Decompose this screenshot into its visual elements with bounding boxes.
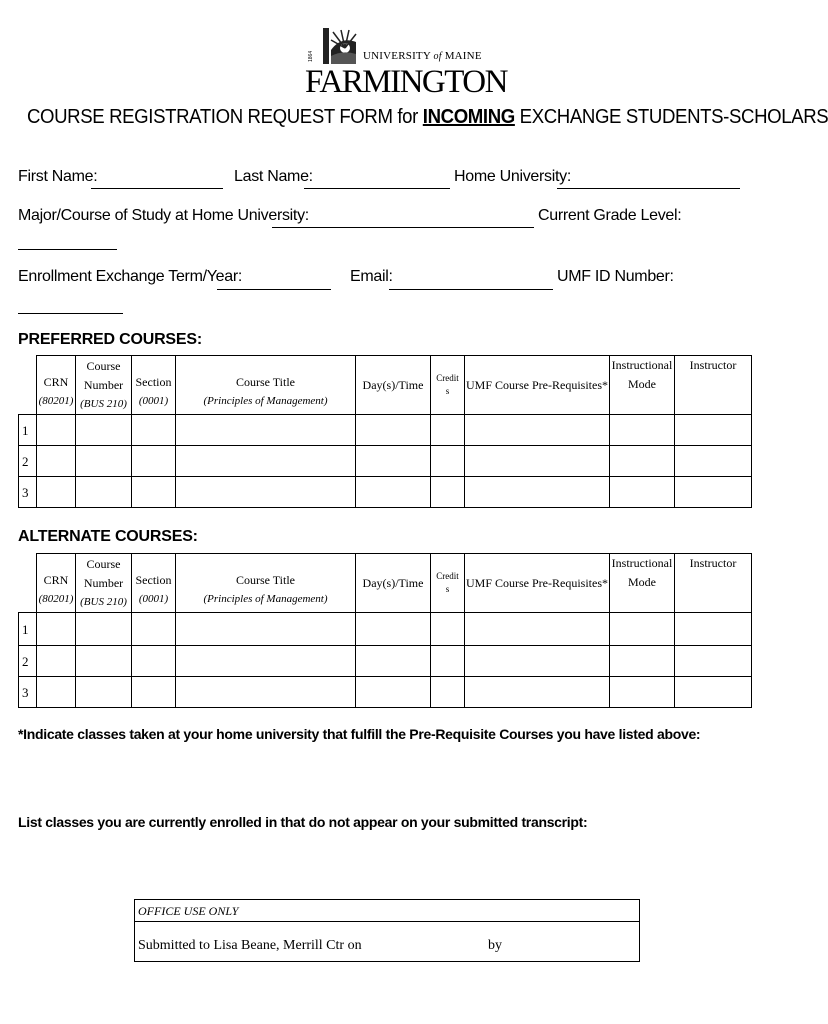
cell-title[interactable] [176,646,356,677]
cell-section[interactable] [132,613,176,646]
alternate-courses-table [18,553,752,708]
col-crn: CRN (80201) [37,554,76,613]
office-use-box [134,899,640,962]
cell-days[interactable] [356,677,431,708]
alternate-courses-heading: ALTERNATE COURSES: [18,528,198,545]
logo-campus: FARMINGTON [305,64,507,100]
col-prereq: UMF Course Pre-Requisites* [465,554,610,613]
col-crn: CRN (80201) [37,356,76,415]
col-credits: Credit s [431,554,465,613]
term-year-field[interactable] [217,289,331,290]
row-number: 1 [19,415,37,446]
cell-days[interactable] [356,477,431,508]
row-number: 2 [19,646,37,677]
cell-crn[interactable] [37,415,76,446]
cell-instructor[interactable] [675,477,752,508]
cell-credits[interactable] [431,477,465,508]
umf-id-field[interactable] [18,313,123,314]
col-instructional-mode: Instructional Mode [610,356,675,415]
cell-credits[interactable] [431,646,465,677]
logo-university: UNIVERSITY of MAINE [363,50,482,62]
cell-crn[interactable] [37,613,76,646]
col-course-title: Course Title (Principles of Management) [176,356,356,415]
cell-prereq[interactable] [465,446,610,477]
col-instructor: Instructor [675,554,752,613]
cell-crn[interactable] [37,477,76,508]
cell-title[interactable] [176,415,356,446]
cell-mode[interactable] [610,646,675,677]
logo-year: 1864 [308,50,314,62]
cell-instructor[interactable] [675,446,752,477]
cell-number[interactable] [76,613,132,646]
cell-days[interactable] [356,646,431,677]
preferred-courses-table [18,355,752,508]
email-label: Email: [350,268,393,285]
cell-section[interactable] [132,415,176,446]
row-number: 3 [19,677,37,708]
table-row [19,677,752,708]
cell-title[interactable] [176,677,356,708]
cell-credits[interactable] [431,446,465,477]
row-number: 2 [19,446,37,477]
cell-prereq[interactable] [465,415,610,446]
table-header-row [19,554,752,613]
sunrise-logo-icon [321,28,357,64]
table-header-row [19,356,752,415]
cell-number[interactable] [76,646,132,677]
office-use-header: OFFICE USE ONLY [135,900,639,922]
cell-section[interactable] [132,446,176,477]
table-row [19,613,752,646]
cell-instructor[interactable] [675,646,752,677]
last-name-label: Last Name: [234,168,313,185]
major-label: Major/Course of Study at Home University: [18,207,309,224]
col-course-number: Course Number (BUS 210) [76,356,132,415]
table-row [19,415,752,446]
row-number: 1 [19,613,37,646]
col-course-title: Course Title (Principles of Management) [176,554,356,613]
cell-credits[interactable] [431,613,465,646]
umf-logo [305,28,507,104]
first-name-field[interactable] [91,188,223,189]
cell-section[interactable] [132,646,176,677]
col-instructional-mode: Instructional Mode [610,554,675,613]
col-credits: Credit s [431,356,465,415]
first-name-label: First Name: [18,168,98,185]
cell-mode[interactable] [610,677,675,708]
col-section: Section (0001) [132,554,176,613]
cell-number[interactable] [76,415,132,446]
cell-section[interactable] [132,477,176,508]
cell-section[interactable] [132,677,176,708]
col-section: Section (0001) [132,356,176,415]
cell-title[interactable] [176,477,356,508]
submitted-to-label: Submitted to Lisa Beane, Merrill Ctr on [138,938,362,953]
cell-prereq[interactable] [465,677,610,708]
umf-id-label: UMF ID Number: [557,268,674,285]
preferred-courses-heading: PREFERRED COURSES: [18,331,202,348]
col-course-number: Course Number (BUS 210) [76,554,132,613]
cell-mode[interactable] [610,477,675,508]
cell-prereq[interactable] [465,646,610,677]
table-row [19,646,752,677]
cell-credits[interactable] [431,415,465,446]
cell-days[interactable] [356,415,431,446]
cell-number[interactable] [76,446,132,477]
col-days-time: Day(s)/Time [356,356,431,415]
prereq-note: *Indicate classes taken at your home university that fulfill the Pre-Requisite Courses you have listed above: [18,726,701,742]
row-number: 3 [19,477,37,508]
table-row [19,446,752,477]
cell-prereq[interactable] [465,477,610,508]
enrolled-note: List classes you are currently enrolled in that do not appear on your submitted transcript: [18,814,588,830]
cell-instructor[interactable] [675,677,752,708]
cell-credits[interactable] [431,677,465,708]
cell-days[interactable] [356,613,431,646]
term-year-label: Enrollment Exchange Term/Year: [18,268,243,285]
cell-number[interactable] [76,677,132,708]
col-instructor: Instructor [675,356,752,415]
last-name-field[interactable] [304,188,450,189]
form-title: COURSE REGISTRATION REQUEST FORM for INCOMING EXCHANGE STUDENTS-SCHOLARS [26,106,828,128]
cell-instructor[interactable] [675,415,752,446]
major-field[interactable] [272,227,534,228]
cell-title[interactable] [176,613,356,646]
by-label: by [488,938,502,953]
table-row [19,477,752,508]
email-field[interactable] [389,289,553,290]
col-days-time: Day(s)/Time [356,554,431,613]
cell-mode[interactable] [610,415,675,446]
cell-crn[interactable] [37,646,76,677]
cell-crn[interactable] [37,677,76,708]
home-university-field[interactable] [557,188,740,189]
cell-mode[interactable] [610,446,675,477]
col-prereq: UMF Course Pre-Requisites* [465,356,610,415]
cell-crn[interactable] [37,446,76,477]
grade-level-field[interactable] [18,249,117,250]
grade-level-label: Current Grade Level: [538,207,682,224]
cell-number[interactable] [76,477,132,508]
cell-prereq[interactable] [465,613,610,646]
cell-days[interactable] [356,446,431,477]
cell-mode[interactable] [610,613,675,646]
home-university-label: Home University: [454,168,572,185]
cell-instructor[interactable] [675,613,752,646]
cell-title[interactable] [176,446,356,477]
